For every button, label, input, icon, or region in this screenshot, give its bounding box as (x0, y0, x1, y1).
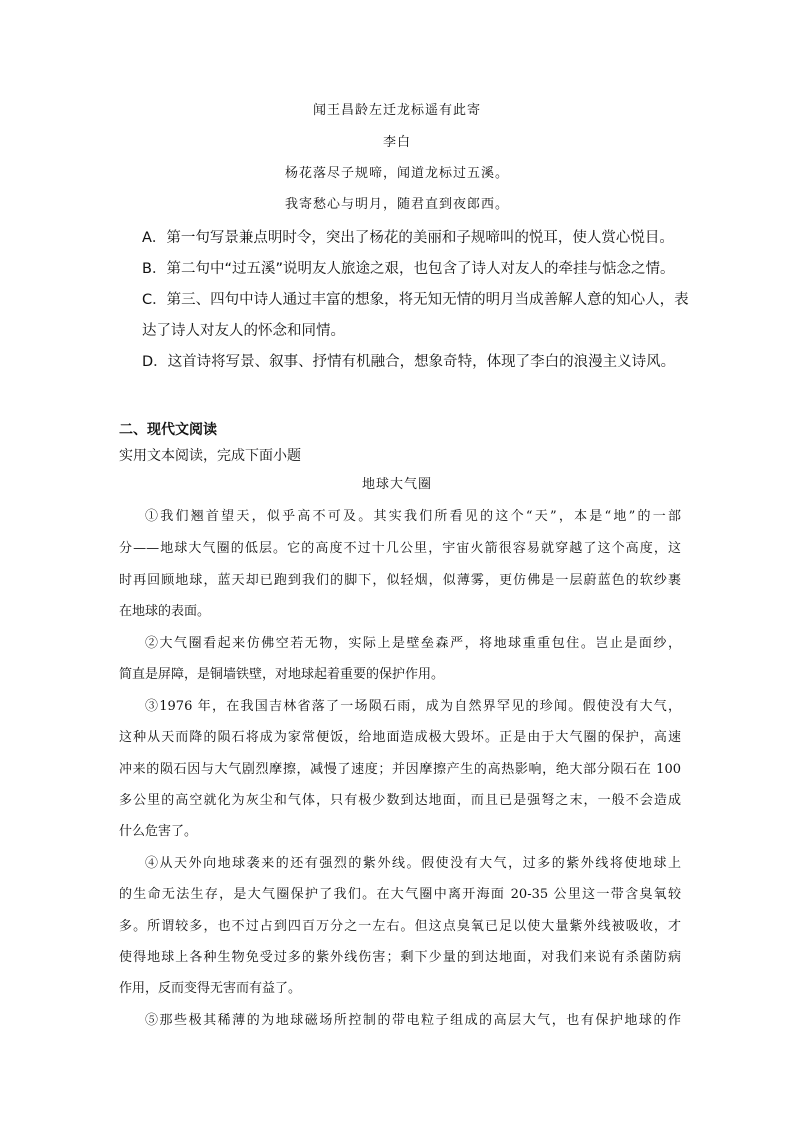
poem-line-1: 杨花落尽子规啼，闻道龙标过五溪。 (284, 166, 509, 181)
paragraph-4-line: 使得地球上各种生物免受过多的紫外线伤害；剩下少量的到达地面，对我们来说有杀菌防病 (119, 950, 681, 965)
poem-author: 李白 (382, 135, 411, 150)
paragraph-3-line: 冲来的陨石因与大气剧烈摩擦，减慢了速度；并因摩擦产生的高热影响，绝大部分陨石在 100 (119, 762, 681, 777)
paragraph-1-line: 在地球的表面。 (119, 604, 211, 619)
paragraph-1-line: 时再回顾地球，蓝天却已跑到我们的脚下，似轻烟，似薄雾，更仿佛是一层蔚蓝色的软纱裹 (119, 573, 681, 588)
option-c-line-1: C．第三、四句中诗人通过丰富的想象，将无知无情的明月当成善解人意的知心人，表 (142, 292, 689, 308)
option-b: B．第二句中“过五溪”说明友人旅途之艰，也包含了诗人对友人的牵挂与惦念之情。 (142, 261, 675, 277)
paragraph-4-line: 作用，反而变得无害而有益了。 (119, 981, 302, 996)
paragraph-3-line: 什么危害了。 (119, 824, 198, 839)
paragraph-4-line: 多。所谓较多，也不过占到四百万分之一左右。但这点臭氧已足以使大量紫外线被吸收，才 (119, 919, 681, 934)
option-d: D．这首诗将写景、叙事、抒情有机融合，想象奇特，体现了李白的浪漫主义诗风。 (142, 354, 676, 370)
paragraph-5-line: ⑤那些极其稀薄的为地球磁场所控制的带电粒子组成的高层大气，也有保护地球的作 (145, 1013, 681, 1028)
poem-title: 闻王昌龄左迁龙标遥有此寄 (312, 103, 481, 118)
poem-line-2: 我寄愁心与明月，随君直到夜郎西。 (284, 197, 509, 212)
paragraph-2-line: ②大气圈看起来仿佛空若无物，实际上是壁垒森严，将地球重重包住。岂止是面纱， (145, 636, 681, 651)
section-heading: 二、现代文阅读 (119, 422, 217, 438)
paragraph-4-line: 的生命无法生存，是大气圈保护了我们。在大气圈中离开海面 20-35 公里这一带含臭氧较 (119, 887, 681, 902)
paragraph-1-line: 分——地球大气圈的低层。它的高度不过十几公里，宇宙火箭很容易就穿越了这个高度，这 (119, 541, 681, 556)
paragraph-1-line: ①我们翘首望天，似乎高不可及。其实我们所看见的这个“天”，本是“地”的一部 (145, 509, 681, 524)
option-c-line-2: 达了诗人对友人的怀念和同情。 (142, 323, 345, 339)
paragraph-3-line: 多公里的高空就化为灰尘和气体，只有极少数到达地面，而且已是强弩之末，一般不会造成 (119, 793, 681, 808)
paragraph-4-line: ④从天外向地球袭来的还有强烈的紫外线。假使没有大气，过多的紫外线将使地球上 (145, 856, 681, 871)
paragraph-3-line: ③1976 年，在我国吉林省落了一场陨石雨，成为自然界罕见的珍闻。假使没有大气， (145, 699, 681, 714)
section-instruction: 实用文本阅读，完成下面小题 (119, 448, 301, 464)
paragraph-2-line: 简直是屏障，是铜墙铁壁，对地球起着重要的保护作用。 (119, 667, 445, 682)
paragraph-3-line: 这种从天而降的陨石将成为家常便饭，给地面造成极大毁坏。正是由于大气圈的保护，高速 (119, 730, 681, 745)
article-title: 地球大气圈 (361, 477, 432, 492)
option-a: A．第一句写景兼点明时令，突出了杨花的美丽和子规啼叫的悦耳，使人赏心悦目。 (142, 230, 674, 246)
